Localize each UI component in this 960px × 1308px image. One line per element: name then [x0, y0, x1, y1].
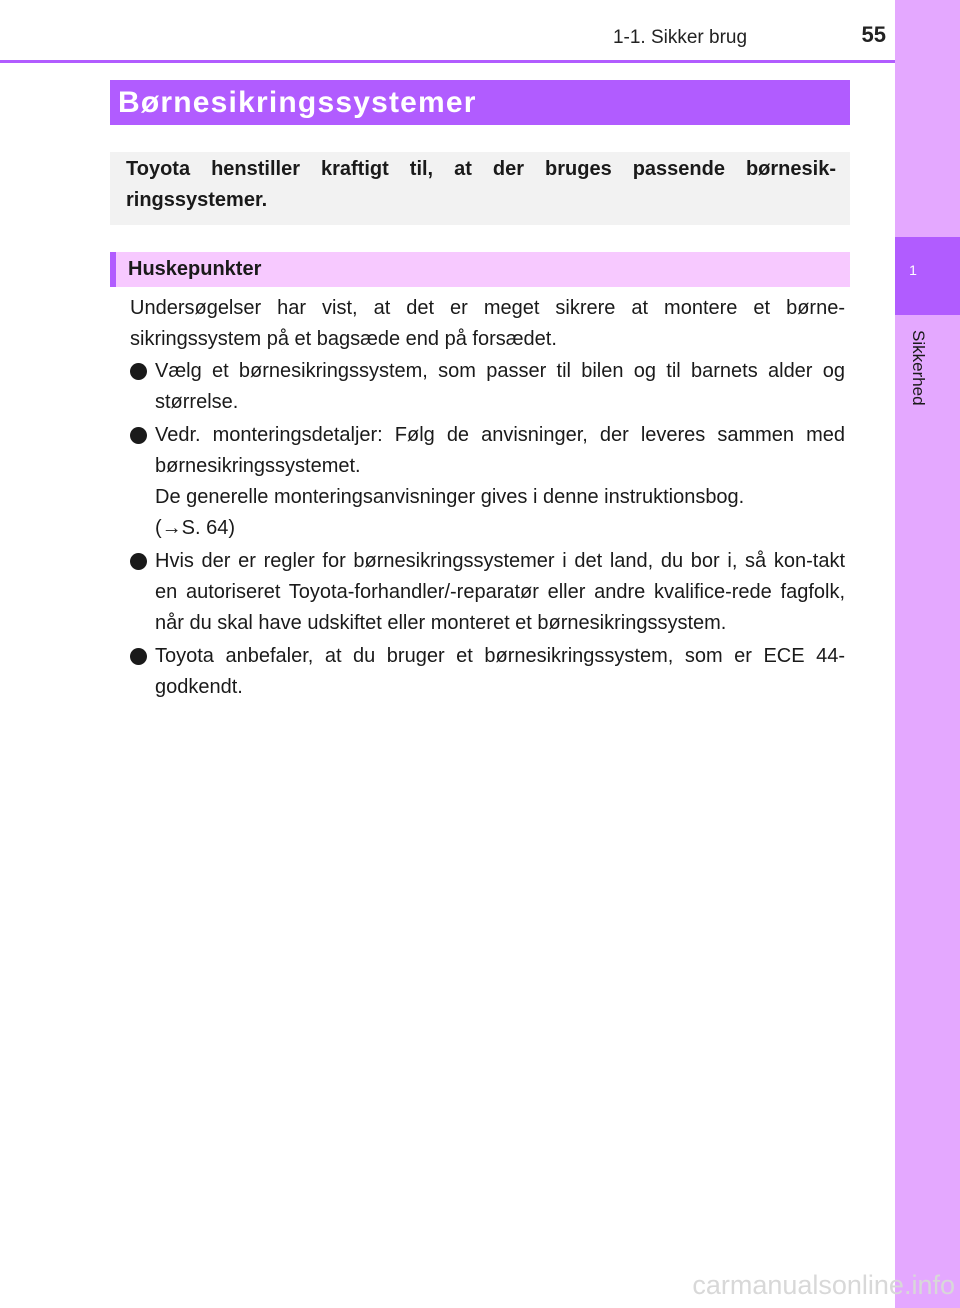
bullet-icon — [130, 648, 147, 665]
chapter-tab-label: Sikkerhed — [909, 330, 928, 406]
side-strip — [895, 0, 960, 1308]
intro-box: Toyota henstiller kraftigt til, at der bruges passende børnesik-ringssystemer. — [110, 152, 850, 225]
bullet-icon — [130, 427, 147, 444]
page-number: 55 — [861, 22, 886, 47]
bullet-text: Vedr. monteringsdetaljer: Følg de anvisninger, der leveres sammen med børnesikringssystemet. — [155, 424, 845, 477]
list-item — [130, 641, 845, 703]
bullet-text: Toyota anbefaler, at du bruger et børnesikringssystem, som er ECE 44-godkendt. — [155, 645, 845, 698]
bullet-list — [130, 356, 845, 703]
bullet-text: Hvis der er regler for børnesikringssystemer i det land, du bor i, så kon-takt en autoriseret Toyota-forhandler/-reparatør eller andre kvalifice-rede fagfolk, når du skal have udskiftet eller monteret et børnesikringssystem. — [155, 550, 845, 634]
bullet-icon — [130, 363, 147, 380]
bullet-text: Vælg et børnesikringssystem, som passer til bilen og til barnets alder og størrelse. — [155, 360, 845, 413]
page-title: Børnesikringssystemer — [110, 80, 850, 125]
body-content — [130, 293, 845, 705]
watermark: carmanualsonline.info — [692, 1270, 955, 1300]
subheading: Huskepunkter — [110, 252, 850, 287]
page-reference-link[interactable]: (→S. 64) — [155, 517, 236, 539]
bullet-icon — [130, 553, 147, 570]
list-item — [130, 420, 845, 544]
chapter-tab-number: 1 — [909, 262, 917, 278]
list-item — [130, 546, 845, 639]
bullet-extra-text: De generelle monteringsanvisninger gives i denne instruktionsbog. — [155, 486, 745, 508]
list-item — [130, 356, 845, 418]
header-divider — [0, 60, 895, 63]
body-paragraph: Undersøgelser har vist, at det er meget sikrere at montere et børne-sikringssystem på et bagsæde end på forsædet. — [130, 297, 845, 350]
header-section-title: 1-1. Sikker brug — [612, 27, 748, 48]
